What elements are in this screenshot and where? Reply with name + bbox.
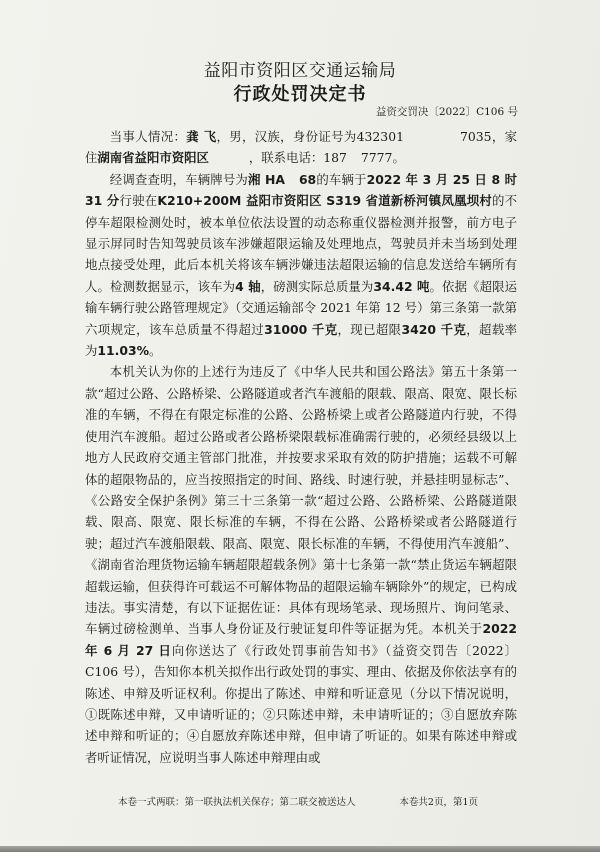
notice-date: 2022 年 6 月 27 日: [85, 621, 517, 658]
id-number-end: 7035: [459, 129, 492, 144]
measured-weight: 34.42 吨: [373, 278, 430, 294]
overload-rate: 11.03%: [97, 343, 149, 359]
id-number-start: 432301: [356, 129, 404, 144]
party-info-paragraph: 当事人情况：龚 飞，男，汉族，身份证号为432301 7035，家住湖南省益阳市资阳区 ，联系电话：187 7777。: [85, 129, 518, 166]
page-footer: [118, 794, 478, 808]
violation-location: K210+200M 益阳市资阳区 S319 省道新桥河镇凤凰坝村: [157, 193, 492, 209]
violation-date: 2022 年 3 月 25 日 8 时 31 分: [85, 171, 517, 209]
plate-number-start: 湘 HA: [247, 171, 285, 187]
phone-start: 187: [323, 150, 347, 166]
document-body: [85, 126, 517, 768]
address: 南省益阳市资阳区: [109, 150, 209, 166]
overload-amount: 3420 千克: [401, 321, 467, 337]
party-name: 龚 飞: [186, 129, 217, 144]
investigation-paragraph: 经调查查明，车辆牌号为湘 HA 68的车辆于2022 年 3 月 25 日 8 时 31 分行驶在K210+200M 益阳市资阳区 S319 省道新桥河镇凤凰坝村的不停车超限检测处时，被本单位依法设置的动态称重仪器检测并报警，前方电子显示屏同时告知驾驶员该车涉嫌超限运输及处理地点，驾驶员并未当场到处理地点接受处理，此后本机关将该车辆涉嫌违法超限运输的信息发送给车辆所有人。检测数据显示，该车为4 轴，磅测实际总质量为34.42 吨。依据《超限运输车辆行驶公路管理规定》（交通运输部令 2021 年第 12 号）第三条第一款第六项规定，该车总质量不得超过31000 千克，现已超限3420 千克，超载率为11.03%。: [85, 171, 518, 359]
document-number: 益资交罚决〔2022〕C106 号: [375, 106, 518, 118]
footer-page-number: 本卷共2页，第1页: [399, 797, 478, 808]
page-shadow: [0, 846, 600, 852]
plate-number-end: 68: [298, 171, 317, 187]
agency-title: 益阳市资阳区交通运输局: [203, 61, 397, 81]
axle-count: 4 轴: [235, 278, 261, 294]
legal-basis-paragraph: 本机关认为你的上述行为违反了《中华人民共和国公路法》第五十条第一款“超过公路、公路桥梁、公路隧道或者汽车渡船的限载、限高、限宽、限长标准的车辆，不得在有限定标准的公路、公路桥梁上或者公路隧道内行驶，不得使用汽车渡船。超过公路或者公路桥梁限载标准确需行驶的，必须经县级以上地方人民政府交通主管部门批准，并按要求采取有效的防护措施；运载不可解体的超限物品的，应当按照指定的时间、路线、时速行驶，并悬挂明显标志”、《公路安全保护条例》第三十三条第一款“超过公路、公路桥梁、公路隧道限载、限高、限宽、限长标准的车辆，不得在公路、公路桥梁或者公路隧道行驶；超过汽车渡船限载、限高、限宽、限长标准的车辆，不得使用汽车渡船”、《湖南省治理货物运输车辆超限超载条例》第十七条第一款“禁止货运车辆超限超载运输，但获得许可载运不可解体物品的超限运输车辆除外”的规定，已构成违法。事实清楚，有以下证据佐证：具体有现场笔录、现场照片、询问笔录、车辆过磅检测单、当事人身份证及行驶证复印件等证据为凭。本机关于2022 年 6 月 27 日向你送达了《行政处罚事前告知书》（益资交罚告〔2022〕C106 号），告知你本机关拟作出行政处罚的事实、理由、依据及你依法享有的陈述、申辩及听证权利。你提出了陈述、申辩和听证意见（分以下情况说明，①既陈述申辩，又申请听证的；②只陈述申辩，未申请听证的；③自愿放弃陈述申辩和听证的；④自愿放弃陈述申辩，但申请了听证的。如果有陈述申辩或者听证情况，应说明当事人陈述申辩理由或: [85, 364, 517, 765]
weight-limit: 31000 千克: [264, 321, 338, 337]
phone-end: 7777: [360, 150, 393, 166]
document-title: 行政处罚决定书: [233, 84, 367, 105]
footer-copies-note: 本卷一式两联：第一联执法机关保存；第二联交被送达人: [118, 797, 356, 808]
